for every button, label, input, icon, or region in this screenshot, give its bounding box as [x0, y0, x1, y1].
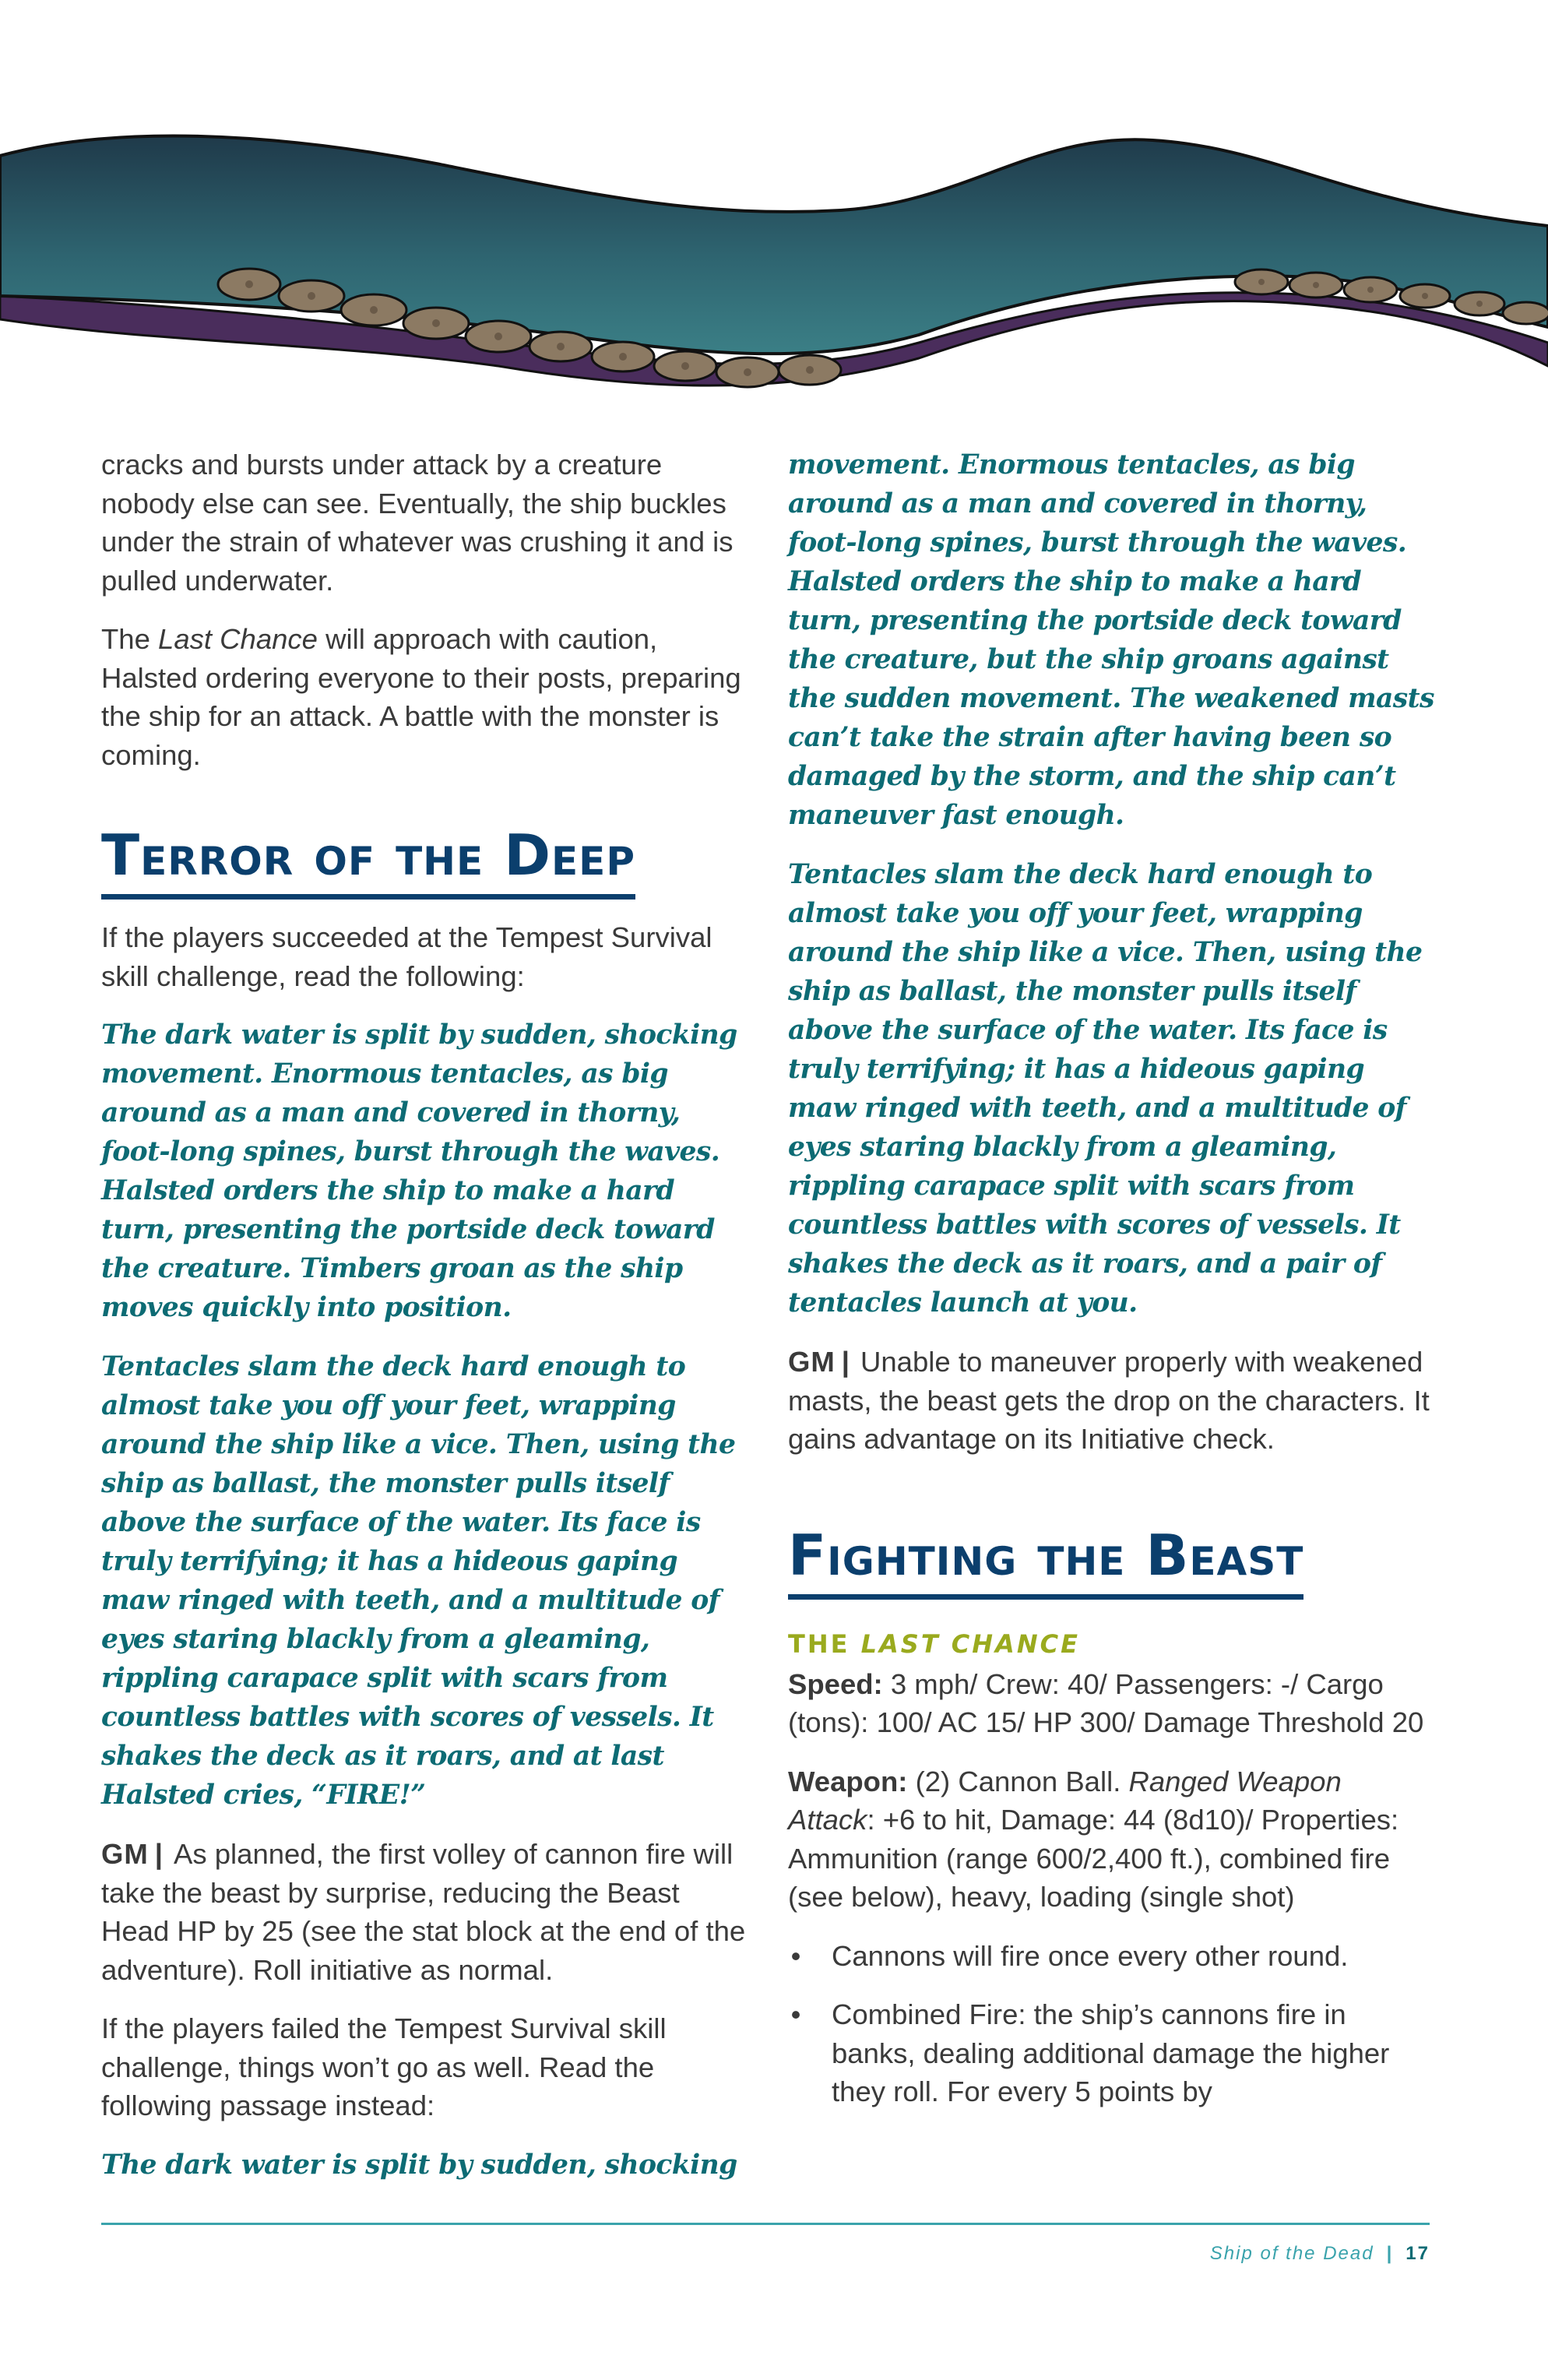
gm-separator: |	[841, 1346, 850, 1378]
bullet-dot: •	[790, 1939, 801, 1972]
speed-label: Speed:	[788, 1667, 883, 1700]
heading-fighting-the-beast: Fighting the Beast	[788, 1524, 1303, 1600]
read-aloud-5: Tentacles slam the deck hard enough to almost take you off your feet, wrapping around the ship like a vice. Then, using the ship as ballast, the monster pulls itself above the surface of the water. Its face is truly terrifying; it has a hideous gaping maw ringed with teeth, and a multitude of eyes staring blackly from a gleaming, rippling carapace split with scars from countless battles with scores of vessels. It shakes the deck as it roars, and a pair of tentacles launch at you.	[788, 859, 1423, 1319]
speed-text: 3 mph/ Crew: 40/ Passengers: -/ Cargo (tons): 100/ AC 15/ HP 300/ Damage Threshold 20	[788, 1667, 1424, 1738]
footer-book-title: Ship of the Dead	[1209, 2243, 1374, 2264]
bullet-text: Cannons will fire once every other round.	[832, 1939, 1349, 1972]
ship-name: Last Chance	[158, 623, 318, 655]
gm-label: GM	[788, 1346, 836, 1378]
section-fighting	[788, 1524, 1434, 1618]
footer	[1210, 2243, 1430, 2265]
weapon-prefix: (2) Cannon Ball.	[907, 1765, 1129, 1797]
gm-text: Unable to maneuver properly with weakened masts, the beast gets the drop on the characters. It gains advantage on its Initiative check.	[788, 1346, 1430, 1455]
paragraph-cracks: cracks and bursts under attack by a creature nobody else can see. Eventually, the ship buckles under the strain of whatever was crushing it and is pulled underwater.	[101, 449, 734, 597]
gm-note-left	[101, 1835, 748, 1989]
left-column	[101, 445, 748, 2205]
footer-rule	[101, 2223, 1430, 2225]
bullet-list	[788, 1937, 1434, 2111]
sub-prefix: THE	[788, 1628, 861, 1659]
stat-weapon	[788, 1762, 1434, 1917]
page-number: 17	[1406, 2243, 1430, 2264]
p2-suffix: will approach with caution, Halsted ordering everyone to their posts, preparing the ship for an attack. A battle with the monster is coming.	[101, 623, 741, 771]
read-aloud-2: Tentacles slam the deck hard enough to almost take you off your feet, wrapping around the ship like a vice. Then, using the ship as ballast, the monster pulls itself above the surface of the water. Its face is truly terrifying; it has a hideous gaping maw ringed with teeth, and a multitude of eyes staring blackly from a gleaming, rippling carapace split with scars from countless battles with scores of vessels. It shakes the deck as it roars, and at last Halsted cries, “FIRE!”	[101, 1351, 736, 1811]
gm-text: As planned, the first volley of cannon fire will take the beast by surprise, reducing the Beast Head HP by 25 (see the stat block at the end of the adventure). Roll initiative as normal.	[101, 1838, 746, 1986]
tentacle-illustration	[0, 109, 1548, 413]
gm-note-right	[788, 1343, 1434, 1459]
gm-label: GM	[101, 1838, 149, 1870]
list-item	[788, 1937, 1434, 1976]
bullet-dot: •	[790, 1998, 801, 2030]
list-item	[788, 1995, 1434, 2111]
p2-prefix: The	[101, 623, 159, 655]
stat-speed	[788, 1665, 1434, 1742]
read-aloud-1: The dark water is split by sudden, shocking movement. Enormous tentacles, as big around as a man and covered in thorny, foot-long spines, burst through the waves. Halsted orders the ship to make a hard turn, presenting the portside deck toward the creature. Timbers groan as the ship moves quickly into position.	[101, 1019, 737, 1323]
weapon-suffix: : +6 to hit, Damage: 44 (8d10)/ Properties: Ammunition (range 600/2,400 ft.), combined fire (see below), heavy, loading (single shot)	[788, 1804, 1399, 1913]
paragraph-success-intro: If the players succeeded at the Tempest Survival skill challenge, read the following:	[101, 921, 712, 992]
weapon-attack-type: Ranged Weapon Attack	[788, 1765, 1342, 1836]
footer-separator: |	[1386, 2243, 1394, 2264]
bullet-text: Combined Fire: the ship’s cannons fire in banks, dealing additional damage the higher they roll. For every 5 points by	[832, 1998, 1390, 2107]
sub-ship-name: LAST CHANCE	[860, 1628, 1080, 1659]
paragraph-fail-intro: If the players failed the Tempest Survival skill challenge, things won’t go as well. Read the following passage instead:	[101, 2012, 667, 2121]
subheading-last-chance	[788, 1629, 1434, 1659]
read-aloud-4: movement. Enormous tentacles, as big around as a man and covered in thorny, foot-long spines, burst through the waves. Halsted orders the ship to make a hard turn, presenting the portside deck toward the creature, but the ship groans against the sudden movement. The weakened masts can’t take the strain after having been so damaged by the storm, and the ship can’t maneuver fast enough.	[788, 449, 1434, 831]
heading-terror-of-the-deep: Terror of the Deep	[101, 824, 635, 900]
section-terror	[101, 824, 748, 918]
weapon-label: Weapon:	[788, 1765, 908, 1797]
read-aloud-3: The dark water is split by sudden, shocking	[101, 2149, 737, 2181]
right-column	[788, 445, 1434, 2132]
paragraph-last-chance	[101, 620, 748, 774]
gm-separator: |	[154, 1838, 164, 1870]
